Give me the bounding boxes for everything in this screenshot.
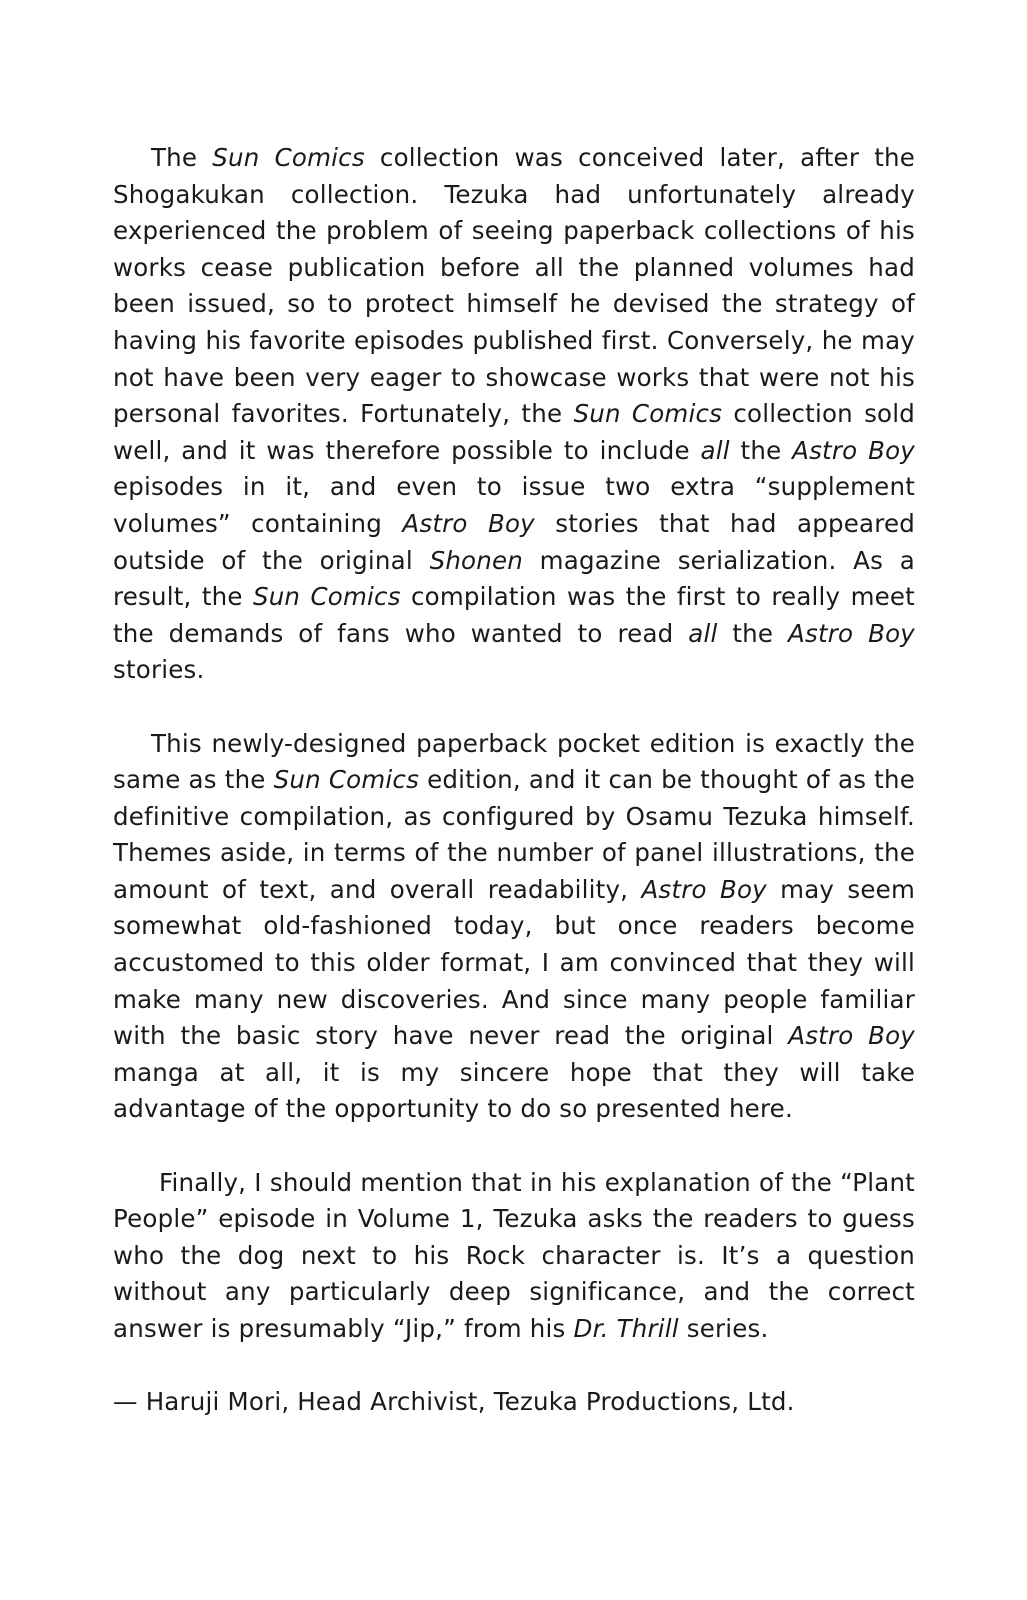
article-body [113,140,915,1421]
text-run: the [729,435,793,465]
text-run-italic: Dr. Thrill [573,1314,679,1343]
text-run: collection sold well, and it was therefore possible to include [113,399,916,465]
text-run: stories that had appeared outside of the original [113,508,916,575]
text-run: collection was conceived later, after the Shogakukan collection. Tezuka had unfortunately already experienced the problem of seeing paperback collections of his works cease publication before all the planned volumes had been issued, so to protect himself he devised the strategy of having his favorite episodes published first. Conversely, he may not have been very eager to showcase works that were not his personal favorites. Fortunately, the [113,143,916,429]
text-run-italic: Sun Comics [573,399,723,429]
text-run: The [151,143,213,172]
text-run-italic: Sun Comics [212,143,365,172]
text-run-italic: Astro Boy [788,618,915,648]
text-run: This newly-designed paperback pocket edition is exactly the same as the [113,728,915,795]
text-run: edition, and it can be thought of as the definitive compilation, as configured by Osamu Tezuka himself. Themes aside, in terms of the number of panel illustrations, the amount of text, and overall readability, [113,765,915,904]
paragraph-3 [113,1165,915,1348]
text-run: series. [678,1314,769,1343]
text-run: Finally, I should mention that in his explanation of the “Plant People” episode in Volume 1, Tezuka asks the readers to guess who the dog next to his Rock character is. It’s a question without any particularly deep significance, and the correct answer is presumably “Jip,” from his [113,1167,915,1343]
text-run: the [717,618,789,648]
text-run-italic: Astro Boy [792,435,915,465]
text-run-italic: Shonen [429,545,523,575]
text-run-italic: Sun Comics [252,582,401,612]
text-run: stories. [113,655,205,685]
text-run-italic: Sun Comics [273,765,420,795]
text-run-italic: all [688,618,718,648]
text-run: manga at all, it is my sincere hope that they will take advantage of the opportunity to do so presented here. [113,1057,915,1124]
author-signature: — Haruji Mori, Head Archivist, Tezuka Productions, Ltd. [113,1387,795,1417]
text-run-italic: Astro Boy [641,874,767,904]
text-run-italic: Astro Boy [788,1021,915,1051]
text-run: magazine serialization. As a result, the [113,545,915,612]
paragraph-2 [113,726,915,1129]
text-run: may seem somewhat old-fashioned today, but once readers become accustomed to this older format, I am convinced that they will make many new discoveries. And since many people familiar with the basic story have never read the original [113,874,916,1051]
text-run-italic: all [700,435,730,465]
text-run: compilation was the first to really meet the demands of fans who wanted to read [113,582,915,648]
paragraph-1 [113,140,915,689]
text-run-italic: Astro Boy [402,508,535,538]
text-run: episodes in it, and even to issue two extra “supplement volumes” containing [113,472,915,538]
